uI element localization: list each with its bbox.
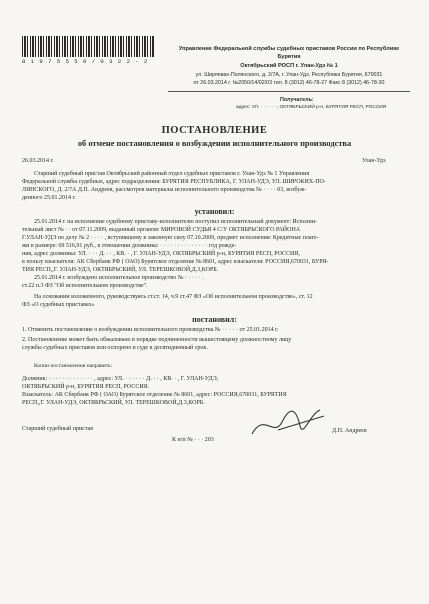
established-line: 25.01.2014 г. возбуждено исполнительное производство № · · · · · . — [34, 275, 204, 281]
signer-name: Д.П. Андреев — [332, 428, 367, 434]
document-city: Улан-Удэ — [362, 158, 386, 164]
intro-line: денного 25.01.2014 г. — [22, 195, 76, 201]
copies-line: Должник: · · · · · · · · · · · · · , адрес: УЛ. · · · · · · Д. · · , КВ. · , Г. УЛАН-УДЭ, — [22, 376, 219, 382]
resolved-item: 1. Отменить постановление о возбуждении исполнительного производства № · · · · · от 25.01.2014 г. — [22, 327, 279, 333]
established-line: тельный лист № · · от 07.11.2009, выданный органом: МИРОВОЙ СУДЬЯ 4 С/У ОКТЯБРЬСКОГО РАЙОНА — [22, 227, 301, 233]
resolved-item: службы судебных приставов или оспорено в суде в десятидневный срок. — [22, 345, 208, 351]
header-divider — [168, 91, 410, 92]
document-title: ПОСТАНОВЛЕНИЕ — [161, 125, 268, 136]
established-line: жи в размере: 69 516,91 руб., в отношении должника: · · · · · · · · · · · · · · год рожде- — [22, 243, 237, 249]
resolved-heading: постановил: — [192, 315, 237, 324]
stamp-note: К н/п № · · · 203 — [172, 437, 214, 443]
agency-name: Управление Федеральной службы судебных приставов России по Республике — [178, 46, 400, 52]
agency-address: ул. Ширяевах-Полянского, д. 2/7А, г. Улан-Удэ, Республика Бурятия, 670031 — [195, 72, 383, 78]
established-line: Г.УЛАН-УДЭ по делу № 2 · · · · , вступившему в законную силу 07.10.2009, предмет исполнения: Кредитные плате- — [22, 235, 319, 241]
recipient-label: Получатель: — [280, 97, 314, 103]
copies-line: РЕСП,,Г. УЛАН-УДЭ, ОКТЯБРЬСКИЙ, УЛ. ТЕРЕШКОВОЙ,Д.3,КОРБ. — [22, 400, 205, 406]
signer-position: Старший судебный пристав — [22, 426, 94, 432]
resolved-item: 2. Постановление может быть обжаловано в порядке подчиненности вышестоящему должностному лицу — [22, 337, 292, 343]
established-line: На основании изложенного, руководствуясь ст.ст. 14, ч.9 ст.47 ФЗ «Об исполнительном производстве», ст. 12 — [34, 294, 313, 300]
document-date: 26.03.2014 г. — [22, 158, 54, 164]
agency-region: Бурятия — [277, 54, 301, 60]
established-line: ния, адрес должника: УЛ. · · · Д. · · , КВ. · , Г. УЛАН-УДЭ, ОКТЯБРЬСКИЙ р-н, БУРЯТИЯ РЕСП, РОССИЯ, — [22, 251, 300, 257]
recipient-address: адрес: УЛ. · · · · · ·, ОКТЯБРЬСКИЙ р-н, БУРЯТИЯ РЕСП, РОССИЯ — [236, 105, 387, 110]
intro-line: Федеральной службы судебных, адрес подразделения: БУРЯТИЯ РЕСПУБЛИКА, Г. УЛАН-УДЭ, УЛ. ШИРОКИХ-ПО- — [22, 179, 326, 185]
intro-line: Старший судебный пристав Октябрьский районный отдел судебных приставов г. Улан-Удэ № 1 Управления — [34, 171, 310, 177]
barcode-number: 8 1 9 7 5 5 5 0 / 0 3 2 2 - 2 — [22, 58, 149, 65]
agency-contacts: от 26.03.2014 г. №2050/14/02/03 тел. 8 (3012) 46-78-27 Факс 8 (3012) 46-78-30 — [193, 80, 385, 86]
established-line: ст.22 п.3 ФЗ "Об исполнительном производстве". — [22, 283, 148, 289]
established-line: ТИЯ РЕСП,,Г. УЛАН-УДЭ, ОКТЯБРЬСКИЙ, УЛ. ТЕРЕШКОВОЙ,Д.3,КОРБ. — [22, 267, 219, 273]
barcode-image — [22, 36, 154, 57]
intro-line: ЛЯНСКОГО, Д. 2/7А Д.П. Андреев, рассмотрев материалы исполнительного производства № · · · · 03, возбуж- — [22, 187, 307, 193]
established-line: в пользу взыскателя: АК Сбербанк РФ ( ОАО) Бурятское отделение № 8601, адрес взыскателя: РОССИЯ,670031, БУРЯ- — [22, 259, 329, 265]
copies-line: Взыскатель: АК Сбербанк РФ ( ОАО) Бурятское отделение № 8601, адрес: РОССИЯ,670031, БУРЯТИЯ — [22, 392, 287, 398]
signature-scribble — [248, 404, 328, 444]
established-heading: установил: — [194, 207, 235, 216]
copies-label: Копии постановления направить: — [34, 363, 113, 369]
document-subtitle: об отмене постановления о возбуждении исполнительного производства — [77, 139, 352, 148]
agency-department: Октябрьский РОСП г. Улан-Удэ № 1 — [240, 63, 338, 69]
copies-line: ОКТЯБРЬСКИЙ р-н, БУРЯТИЯ РЕСП, РОССИЯ. — [22, 384, 150, 390]
established-line: 25.01.2014 г. на исполнение судебному приставу-исполнителю поступил исполнительный документ: Исполни- — [34, 219, 317, 225]
established-line: ФЗ «О судебных приставах» — [22, 302, 95, 308]
